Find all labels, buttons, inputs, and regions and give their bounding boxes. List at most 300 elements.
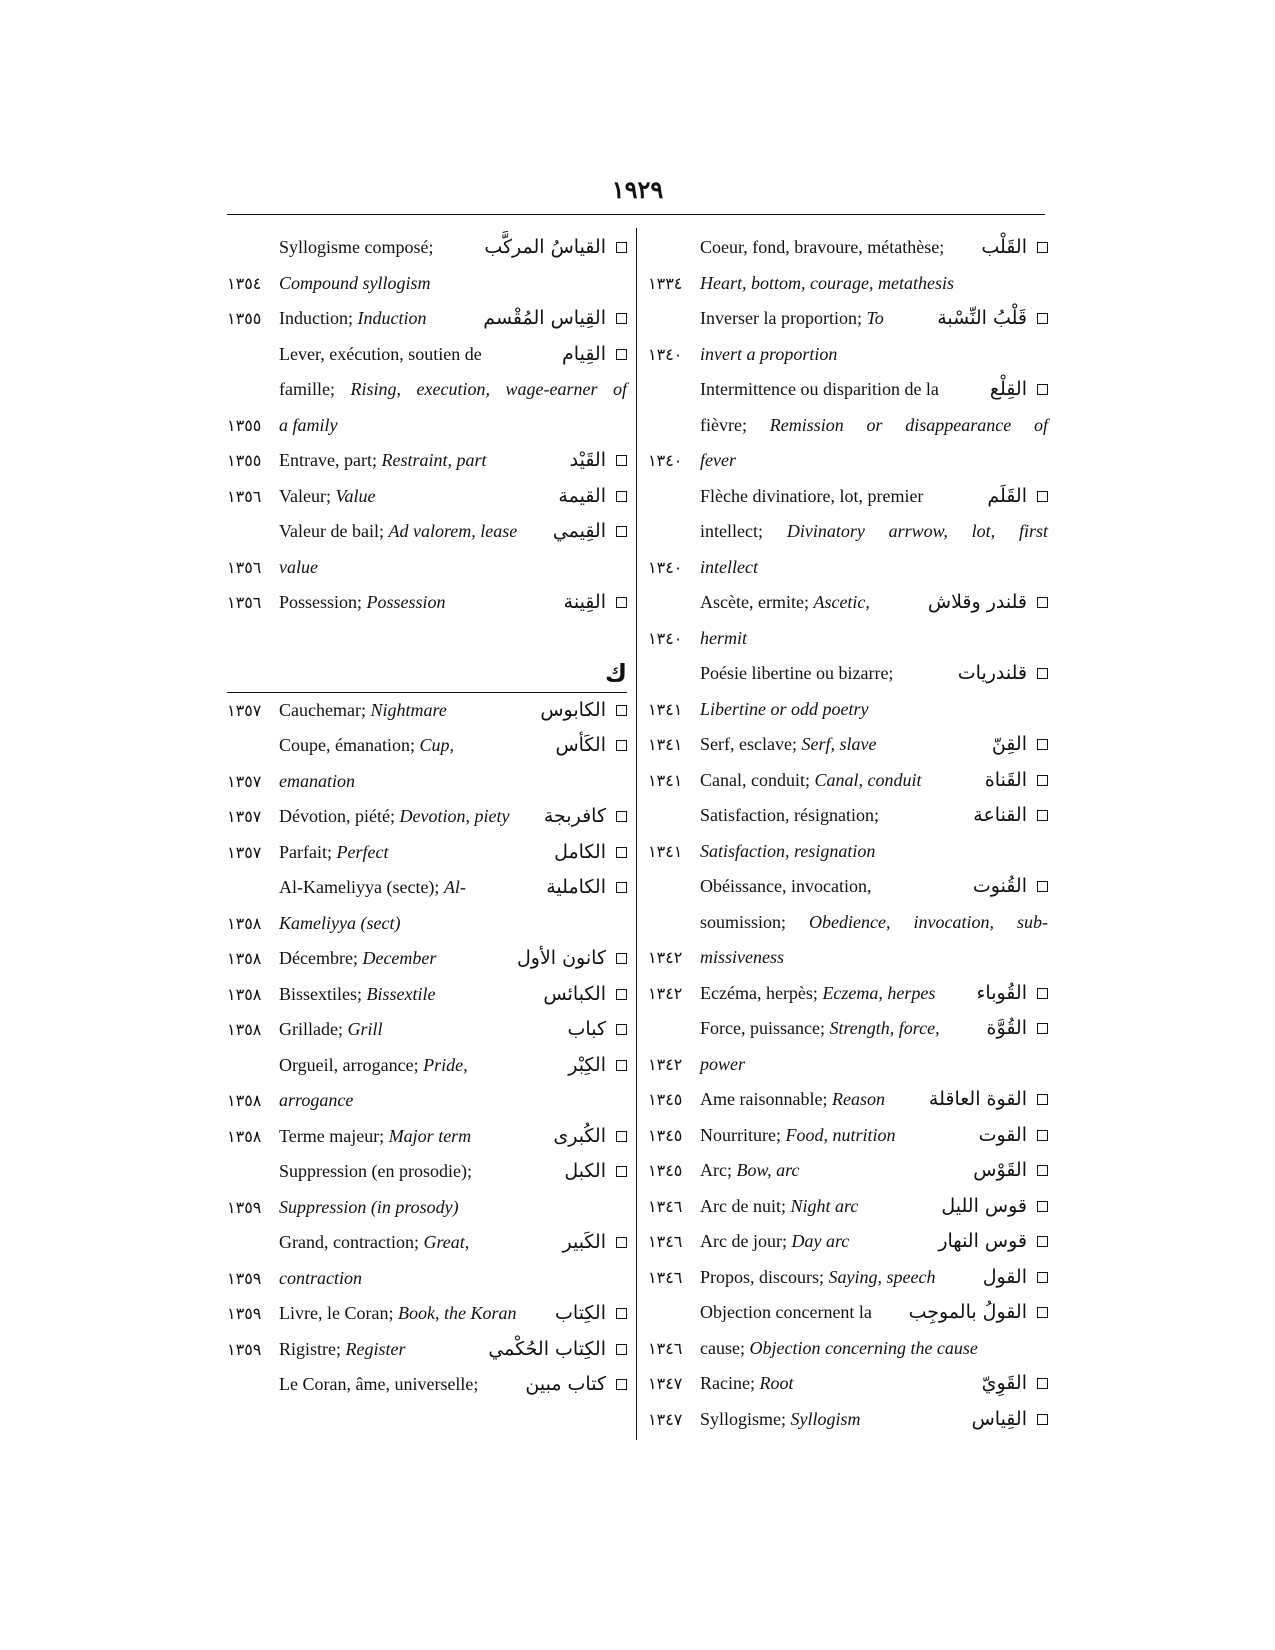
entry-bullet-icon [616, 882, 627, 893]
dictionary-entry [227, 1012, 627, 1048]
column-divider [636, 228, 637, 1440]
english-gloss: Food, nutrition [785, 1124, 896, 1145]
arabic-headword [562, 1225, 627, 1261]
headword-text: القُوَّة [986, 1017, 1027, 1039]
dictionary-entry [227, 1154, 627, 1225]
headword-text: الكِبْر [568, 1053, 606, 1076]
french-gloss: Al-Kameliyya (secte); [279, 877, 440, 897]
english-gloss: Remission or disappearance of [769, 414, 1048, 435]
headword-text: قوس النهار [938, 1230, 1027, 1252]
entry-bullet-icon [616, 349, 627, 360]
entry-text [700, 408, 1048, 444]
headword-text: الكابوس [540, 698, 606, 721]
english-gloss: Major term [388, 1125, 472, 1146]
left-column [227, 230, 627, 1403]
entry-bullet-icon [616, 705, 627, 716]
french-gloss: famille; [279, 379, 335, 399]
headword-text: القَيْد [569, 449, 606, 471]
entry-text [279, 514, 518, 550]
french-gloss: Objection concernent la [700, 1302, 872, 1322]
french-gloss: Parfait; [279, 841, 332, 862]
english-gloss: intellect [700, 556, 758, 577]
french-gloss: Canal, conduit; [700, 769, 810, 790]
entry-number: ١٣٥٧ [227, 842, 262, 862]
french-gloss: Syllogisme composé; [279, 237, 434, 257]
entry-line [648, 869, 1048, 905]
english-gloss: Reason [831, 1089, 885, 1109]
entry-line [227, 479, 627, 515]
headword-text: القوت [978, 1123, 1027, 1146]
entry-line [227, 266, 627, 302]
english-gloss: emanation [279, 770, 355, 791]
entry-text [279, 835, 477, 871]
dictionary-entry [227, 835, 627, 871]
entry-text [700, 1402, 898, 1438]
english-gloss: invert a proportion [700, 343, 838, 364]
entry-number: ١٣٥٩ [227, 1304, 262, 1323]
entry-number: ١٣٥٨ [227, 984, 262, 1004]
entry-text [279, 1296, 517, 1332]
entry-text [700, 230, 945, 266]
entry-bullet-icon [1037, 1236, 1048, 1247]
right-entries [648, 230, 1048, 1437]
dictionary-entry [648, 372, 1048, 479]
entry-line [227, 1190, 627, 1226]
english-gloss: Pride, [423, 1054, 468, 1075]
arabic-headword [909, 1295, 1048, 1331]
entry-bullet-icon [616, 1237, 627, 1248]
dictionary-entry [648, 1366, 1048, 1402]
entry-text [700, 372, 939, 408]
french-gloss: Rigistre; [279, 1338, 341, 1359]
french-gloss: Valeur; [279, 485, 331, 506]
entry-number: ١٣٥٩ [227, 1268, 262, 1288]
entry-bullet-icon [1037, 739, 1048, 750]
french-gloss: Suppression (en prosodie); [279, 1161, 472, 1181]
dictionary-entry [648, 585, 1048, 656]
entry-number: ١٣٥٥ [227, 415, 262, 435]
french-gloss: Décembre; [279, 948, 358, 968]
entry-line [648, 940, 1048, 976]
entry-number: ١٣٥٧ [227, 700, 262, 720]
headword-text: قلندر وقلاش [927, 591, 1027, 613]
dictionary-entry [227, 230, 627, 301]
entry-number: ١٣٥٦ [227, 486, 262, 506]
french-gloss: Flèche divinatiore, lot, premier [700, 485, 924, 506]
entry-line [648, 976, 1048, 1012]
headword-text: القِلْع [989, 378, 1027, 400]
entry-line [648, 621, 1048, 657]
entry-bullet-icon [616, 989, 627, 1000]
french-gloss: Valeur de bail; [279, 521, 384, 541]
entry-line [227, 550, 627, 586]
arabic-headword [983, 1260, 1048, 1296]
entry-line [648, 834, 1048, 870]
dictionary-entry [227, 1119, 627, 1155]
entry-line [227, 585, 627, 621]
arabic-headword [564, 585, 627, 621]
english-gloss: Strength, force, [829, 1018, 940, 1038]
entry-line [648, 372, 1048, 408]
entry-bullet-icon [616, 740, 627, 751]
entry-text [700, 1366, 898, 1402]
entry-number: ١٣٥٨ [227, 1091, 262, 1110]
entry-text [279, 1119, 477, 1155]
arabic-headword [555, 1296, 627, 1332]
entry-text [700, 1047, 1048, 1083]
english-gloss: Value [335, 485, 376, 506]
french-gloss: Coupe, émanation; [279, 735, 415, 755]
arabic-headword [973, 869, 1048, 905]
entry-bullet-icon [616, 491, 627, 502]
entry-number: ١٣٥٨ [227, 1020, 262, 1039]
dictionary-entry [227, 1225, 627, 1296]
entry-text [279, 906, 627, 942]
dictionary-entry [648, 1224, 1048, 1260]
headword-text: القوة العاقلة [928, 1088, 1027, 1110]
french-gloss: Coeur, fond, bravoure, métathèse; [700, 237, 945, 257]
dictionary-entry [648, 763, 1048, 799]
entry-text [279, 870, 477, 906]
entry-text [279, 1048, 477, 1084]
entry-line [648, 408, 1048, 444]
english-gloss: missiveness [700, 947, 784, 967]
entry-bullet-icon [1037, 313, 1048, 324]
entry-line [227, 301, 627, 337]
entry-number: ١٣٤١ [648, 735, 683, 754]
headword-text: الكاملية [546, 876, 606, 898]
english-gloss: power [700, 1053, 745, 1074]
dictionary-entry [648, 1402, 1048, 1438]
entry-line [648, 230, 1048, 266]
french-gloss: Arc; [700, 1160, 732, 1180]
dictionary-entry [227, 479, 627, 515]
entry-line [227, 835, 627, 871]
entry-line [648, 1047, 1048, 1083]
dictionary-entry [227, 337, 627, 444]
entry-line [648, 692, 1048, 728]
entry-bullet-icon [1037, 988, 1048, 999]
entry-text [700, 1331, 1048, 1367]
arabic-headword [555, 728, 627, 764]
entry-number: ١٣٤٢ [648, 983, 683, 1003]
entry-number: ١٣٤٦ [648, 1232, 683, 1251]
entry-line [648, 1118, 1048, 1154]
section-spacer [227, 621, 627, 657]
english-gloss: Perfect [336, 841, 389, 862]
entry-text [279, 337, 482, 373]
entry-line [227, 1012, 627, 1048]
arabic-headword [570, 443, 627, 479]
headword-text: القَوِيّ [981, 1372, 1027, 1394]
entry-line [227, 728, 627, 764]
arabic-headword [928, 585, 1048, 621]
headword-text: القِيمي [552, 520, 606, 542]
entry-text [700, 1153, 898, 1189]
headword-text: القِياس المُقْسم [483, 307, 606, 329]
dictionary-entry [227, 870, 627, 941]
headword-text: القولُ بالموجِب [908, 1301, 1027, 1323]
dictionary-entry [648, 479, 1048, 586]
entry-bullet-icon [1037, 491, 1048, 502]
entry-number: ١٣٤٦ [648, 1196, 683, 1216]
entry-bullet-icon [616, 1308, 627, 1319]
headword-text: الكِتاب [555, 1302, 606, 1324]
entry-number: ١٣٤٢ [648, 948, 683, 967]
entry-text [279, 1261, 627, 1297]
english-gloss: a family [279, 414, 338, 435]
french-gloss: soumission; [700, 911, 787, 932]
french-gloss: intellect; [700, 521, 763, 541]
headword-text: القيمة [558, 484, 606, 507]
entry-line [227, 870, 627, 906]
headword-text: القِينة [563, 591, 606, 613]
entry-text [700, 585, 898, 621]
arabic-headword [992, 727, 1048, 763]
arabic-headword [982, 1366, 1048, 1402]
headword-text: كباب [567, 1018, 606, 1040]
headword-text: الكَبير [562, 1231, 606, 1253]
entry-line [227, 1154, 627, 1190]
french-gloss: Induction; [279, 308, 353, 328]
entry-number: ١٣٥٧ [227, 807, 262, 826]
arabic-headword [525, 1367, 627, 1403]
dictionary-entry [648, 301, 1048, 372]
entry-line [648, 1366, 1048, 1402]
dictionary-entry [227, 1296, 627, 1332]
entry-bullet-icon [1037, 881, 1048, 892]
entry-text [279, 550, 627, 586]
entry-text [279, 372, 627, 408]
entry-line [227, 372, 627, 408]
headword-text: القِياس [971, 1407, 1027, 1430]
arabic-headword [929, 1082, 1048, 1118]
entry-text [700, 656, 898, 692]
english-gloss: Book, the Koran [397, 1303, 517, 1323]
arabic-headword [938, 1224, 1048, 1260]
entry-number: ١٣٤٥ [648, 1125, 683, 1145]
entry-text [700, 763, 922, 799]
headword-text: القياسُ المركَّب [484, 236, 606, 258]
french-gloss: fièvre; [700, 414, 747, 435]
entry-bullet-icon [616, 526, 627, 537]
dictionary-entry [227, 728, 627, 799]
entry-line [227, 1261, 627, 1297]
entry-line [648, 798, 1048, 834]
entry-line [227, 799, 627, 835]
arabic-headword [985, 763, 1048, 799]
dictionary-entry [227, 514, 627, 585]
english-gloss: Eczema, herpes [822, 982, 936, 1003]
headword-text: الكَأس [555, 734, 606, 756]
arabic-headword [958, 656, 1048, 692]
dictionary-entry [648, 656, 1048, 727]
dictionary-entry [648, 1189, 1048, 1225]
entry-line [648, 1224, 1048, 1260]
entry-line [648, 1153, 1048, 1189]
dictionary-entry [227, 1367, 627, 1403]
french-gloss: Poésie libertine ou bizarre; [700, 663, 894, 683]
entry-line [227, 906, 627, 942]
entry-text [279, 266, 627, 302]
entry-text [279, 1367, 477, 1403]
english-gloss: Heart, bottom, courage, metathesis [700, 272, 954, 293]
entry-text [279, 1154, 477, 1190]
entry-line [648, 479, 1048, 515]
french-gloss: Serf, esclave; [700, 734, 797, 754]
entry-number: ١٣٥٨ [227, 1126, 262, 1146]
entry-line [648, 1260, 1048, 1296]
entry-bullet-icon [1037, 668, 1048, 679]
entry-line [648, 1189, 1048, 1225]
entry-text [700, 798, 898, 834]
french-gloss: Force, puissance; [700, 1018, 825, 1038]
entry-bullet-icon [616, 1379, 627, 1390]
english-gloss: To [866, 308, 884, 328]
entry-number: ١٣٥٩ [227, 1339, 262, 1359]
entry-text [700, 301, 898, 337]
entry-line [227, 1332, 627, 1368]
headword-text: الكبائس [543, 982, 606, 1005]
entry-line [648, 514, 1048, 550]
french-gloss: Syllogisme; [700, 1408, 787, 1429]
english-gloss: arrogance [279, 1090, 354, 1110]
arabic-headword [937, 301, 1048, 337]
arabic-headword [544, 799, 627, 835]
entry-line [648, 1402, 1048, 1438]
entry-number: ١٣٤٠ [648, 628, 683, 648]
arabic-headword [543, 977, 627, 1013]
english-gloss: Bow, arc [736, 1160, 800, 1180]
entry-text [700, 869, 898, 905]
french-gloss: Arc de nuit; [700, 1195, 786, 1216]
entry-text [700, 479, 924, 515]
entry-number: ١٣٤٠ [648, 344, 683, 364]
entry-text [279, 1083, 627, 1119]
entry-bullet-icon [616, 242, 627, 253]
entry-line [227, 408, 627, 444]
entry-line [648, 905, 1048, 941]
entry-text [279, 693, 477, 729]
english-gloss: Compound syllogism [279, 272, 431, 293]
entry-bullet-icon [1037, 810, 1048, 821]
entry-number: ١٣٥٦ [227, 557, 262, 577]
dictionary-entry [227, 443, 627, 479]
entry-bullet-icon [616, 1131, 627, 1142]
entry-line [227, 1225, 627, 1261]
entry-text [279, 230, 477, 266]
entry-bullet-icon [1037, 384, 1048, 395]
entry-line [648, 1331, 1048, 1367]
entry-bullet-icon [1037, 1201, 1048, 1212]
french-gloss: Nourriture; [700, 1124, 781, 1145]
entry-text [279, 1332, 477, 1368]
english-gloss: Cup, [419, 735, 454, 755]
entry-line [648, 656, 1048, 692]
entry-bullet-icon [616, 847, 627, 858]
entry-number: ١٣٥٥ [227, 309, 262, 328]
headword-text: الكُبرى [553, 1124, 606, 1147]
entry-bullet-icon [1037, 1307, 1048, 1318]
english-gloss: Canal, conduit [814, 769, 922, 790]
arabic-headword [972, 1402, 1048, 1438]
french-gloss: Cauchemar; [279, 699, 366, 720]
entry-text [700, 940, 1048, 976]
entry-bullet-icon [616, 313, 627, 324]
headword-text: القول [982, 1265, 1027, 1288]
entry-text [279, 799, 510, 835]
entry-line [648, 1295, 1048, 1331]
headword-text: الكِتاب الحُكْمي [488, 1337, 606, 1360]
entry-text [700, 1118, 898, 1154]
header-rule [227, 214, 1045, 215]
arabic-headword [973, 798, 1048, 834]
entry-line [227, 337, 627, 373]
headword-text: القَلَم [987, 484, 1027, 507]
entry-number: ١٣٥٦ [227, 593, 262, 612]
dictionary-entry [227, 977, 627, 1013]
entry-text [279, 443, 487, 479]
arabic-headword [554, 835, 627, 871]
entry-line [648, 763, 1048, 799]
arabic-headword [987, 479, 1048, 515]
entry-line [227, 1367, 627, 1403]
entry-number: ١٣٤١ [648, 699, 683, 719]
dictionary-entry [227, 941, 627, 977]
headword-text: القِنّ [991, 733, 1027, 755]
french-gloss: Ascète, ermite; [700, 592, 809, 612]
entry-bullet-icon [1037, 1272, 1048, 1283]
page-number: ١٩٢٩ [611, 178, 664, 204]
dictionary-entry [648, 1153, 1048, 1189]
english-gloss: Libertine or odd poetry [700, 698, 869, 719]
entry-line [648, 337, 1048, 373]
french-gloss: Orgueil, arrogance; [279, 1054, 419, 1075]
english-gloss: fever [700, 450, 736, 470]
dictionary-entry [648, 1295, 1048, 1366]
arabic-headword [979, 1118, 1048, 1154]
entry-line [227, 1119, 627, 1155]
english-gloss: Objection concerning the cause [749, 1337, 978, 1358]
entry-text [279, 585, 477, 621]
english-gloss: Induction [357, 308, 427, 328]
entry-line [648, 550, 1048, 586]
entry-number: ١٣٥٧ [227, 771, 262, 791]
dictionary-entry [648, 1118, 1048, 1154]
left-entries [227, 230, 627, 621]
entry-line [648, 266, 1048, 302]
dictionary-entry [227, 799, 627, 835]
entry-number: ١٣٤٦ [648, 1267, 683, 1287]
entry-number: ١٣٥٩ [227, 1197, 262, 1217]
english-gloss: Saying, speech [828, 1266, 936, 1287]
french-gloss: Dévotion, piété; [279, 806, 395, 826]
entry-text [700, 1260, 936, 1296]
arabic-headword [981, 230, 1048, 266]
entry-bullet-icon [1037, 1023, 1048, 1034]
entry-text [700, 1082, 898, 1118]
english-gloss: Grill [347, 1019, 383, 1039]
arabic-headword [941, 1189, 1048, 1225]
dictionary-entry [227, 585, 627, 621]
entry-text [700, 1189, 898, 1225]
entry-text [279, 977, 477, 1013]
headword-text: القِيام [562, 342, 606, 365]
entry-number: ١٣٥٨ [227, 913, 262, 933]
dictionary-entry [227, 693, 627, 729]
french-gloss: Bissextiles; [279, 983, 363, 1004]
entry-bullet-icon [616, 953, 627, 964]
